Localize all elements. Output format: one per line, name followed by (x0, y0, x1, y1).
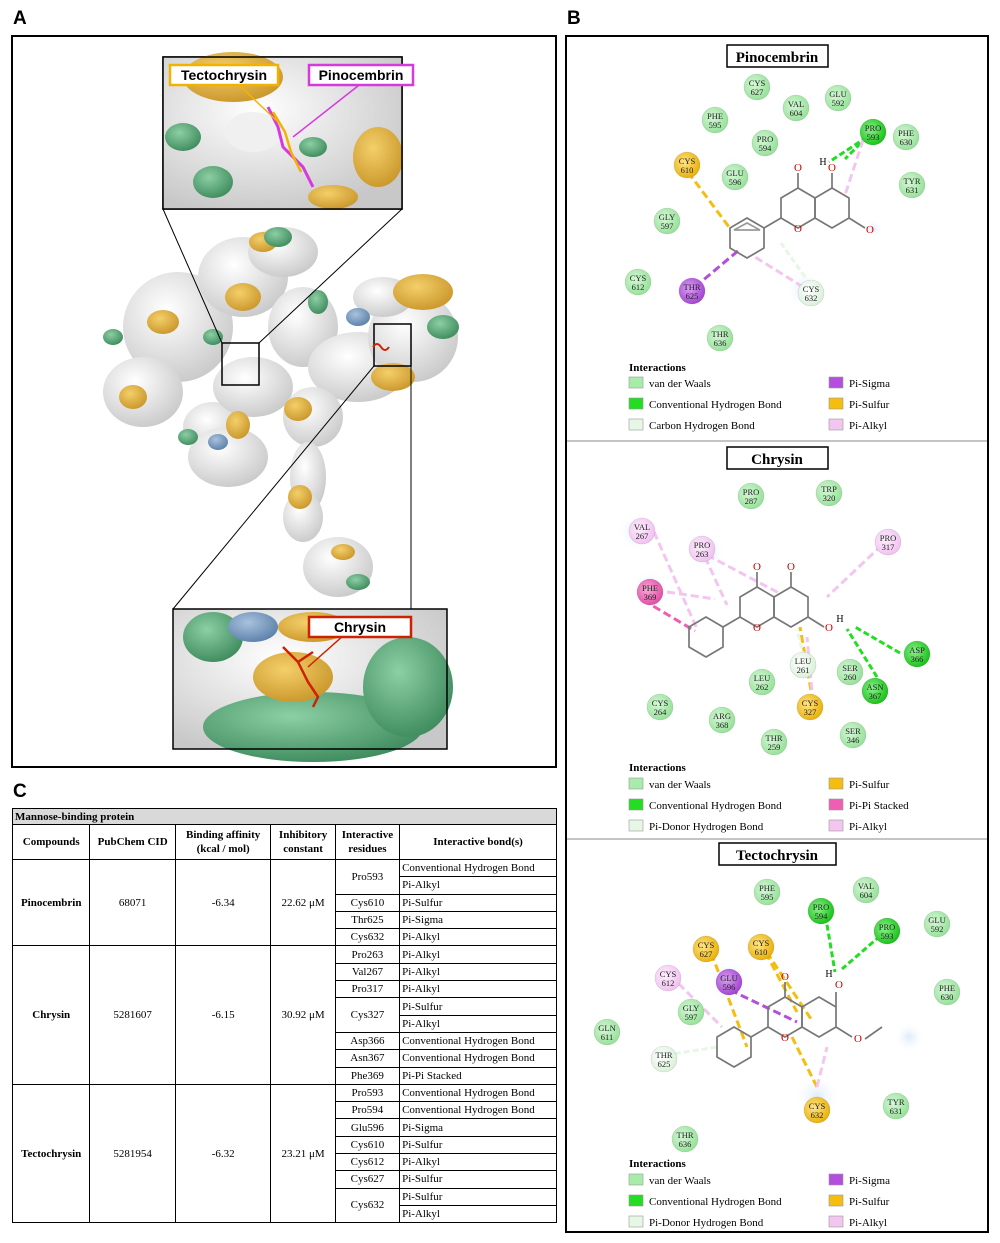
residue-number: 346 (846, 735, 860, 745)
residue-name: THR (683, 282, 701, 292)
residue-val-267 (629, 518, 655, 544)
residue-number: 263 (695, 549, 709, 559)
residue-number: 612 (661, 978, 675, 988)
cell-bond: Conventional Hydrogen Bond (400, 1050, 557, 1067)
cell-residue: Cys632 (335, 1188, 399, 1223)
legend-swatch (829, 799, 843, 810)
residue-number: 632 (810, 1110, 824, 1120)
chrysin-legend (629, 778, 909, 833)
residue-number: 369 (643, 592, 657, 602)
residue-number: 625 (685, 291, 699, 301)
residue-name: PHE (758, 883, 776, 893)
residue-number: 596 (722, 982, 736, 992)
residue-asp-366 (904, 641, 930, 667)
residue-number: 367 (868, 691, 882, 701)
legend-label: Pi-Sigma (849, 378, 890, 390)
cell-bond: Pi-Alkyl (400, 946, 557, 963)
residue-number: 632 (804, 293, 818, 303)
panel-a-protein-surface (11, 35, 557, 768)
residue-name: CYS (651, 698, 669, 708)
residue-name: PRO (879, 533, 897, 543)
cell-bond: Conventional Hydrogen Bond (400, 1102, 557, 1119)
residue-number: 287 (744, 496, 758, 506)
residue-pro-263 (689, 536, 715, 562)
legend-swatch (829, 398, 843, 409)
cell-residue: Val267 (335, 963, 399, 980)
residue-ser-346 (840, 722, 866, 748)
residue-number: 595 (708, 120, 722, 130)
legend-label: Pi-Sigma (849, 1175, 890, 1187)
residue-glu-592 (924, 911, 950, 937)
residue-name: TYR (903, 176, 921, 186)
residue-cys-627 (693, 936, 719, 962)
callout-chrysin: Chrysin (333, 619, 387, 635)
legend-swatch (629, 1195, 643, 1206)
residue-name: PHE (897, 128, 915, 138)
residue-number: 604 (789, 108, 803, 118)
residue-cys-627 (744, 74, 770, 100)
legend-swatch (829, 778, 843, 789)
residue-name: CYS (659, 969, 677, 979)
cell-residue: Pro263 (335, 946, 399, 963)
residue-name: SER (842, 663, 858, 673)
residue-name: GLU (726, 168, 744, 178)
residue-number: 595 (760, 892, 774, 902)
residue-gly-597 (678, 999, 704, 1025)
cell-residue: Pro317 (335, 981, 399, 998)
residue-name: THR (676, 1130, 694, 1140)
legend-swatch (629, 799, 643, 810)
svg-text:O: O (787, 561, 795, 573)
legend-swatch (629, 778, 643, 789)
legend-title: Interactions (629, 362, 686, 374)
residue-number: 259 (767, 742, 781, 752)
legend-label: Conventional Hydrogen Bond (649, 800, 782, 812)
residue-phe-630 (893, 124, 919, 150)
pinocembrin-title: Pinocembrin (735, 50, 819, 66)
residue-name: TRP (821, 484, 837, 494)
legend-label: van der Waals (649, 1175, 711, 1187)
cell-compound: Tectochrysin (13, 1084, 90, 1222)
legend-swatch (829, 1195, 843, 1206)
residue-asn-367 (862, 678, 888, 704)
svg-text:O: O (854, 1033, 862, 1045)
residue-name: ASN (866, 682, 884, 692)
chrysin-diagram (617, 447, 930, 833)
residue-val-604 (853, 877, 879, 903)
cell-compound: Pinocembrin (13, 860, 90, 946)
cell-residue: Pro593 (335, 1084, 399, 1101)
pinocembrin-legend (629, 377, 890, 432)
residue-val-604 (783, 95, 809, 121)
residue-number: 317 (881, 542, 895, 552)
legend-label: Pi-Sulfur (849, 399, 890, 411)
cell-cid: 5281607 (90, 946, 175, 1084)
residue-name: THR (655, 1050, 673, 1060)
residue-number: 631 (905, 185, 919, 195)
residue-phe-369 (637, 579, 663, 605)
legend-swatch (829, 419, 843, 430)
residue-thr-259 (761, 729, 787, 755)
cell-bond: Pi-Sulfur (400, 1171, 557, 1188)
residue-pro-594 (808, 898, 834, 924)
legend-swatch (829, 377, 843, 388)
residue-name: THR (765, 733, 783, 743)
chrysin-residues (629, 480, 930, 755)
cell-residue: Phe369 (335, 1067, 399, 1084)
svg-text:O: O (825, 622, 833, 634)
legend-label: Pi-Sulfur (849, 1196, 890, 1208)
svg-text:O: O (753, 561, 761, 573)
residue-number: 592 (930, 924, 944, 934)
legend-swatch (629, 1216, 643, 1227)
cell-affinity: -6.34 (175, 860, 271, 946)
residue-pro-593 (860, 119, 886, 145)
residue-number: 594 (758, 143, 772, 153)
residue-number: 631 (889, 1106, 903, 1116)
residue-name: GLY (658, 212, 676, 222)
protein-surface (103, 227, 459, 597)
residue-number: 627 (699, 949, 713, 959)
residue-pro-594 (752, 130, 778, 156)
legend-label: Pi-Donor Hydrogen Bond (649, 1217, 764, 1229)
header-cell: Binding affinity (kcal / mol) (175, 825, 271, 860)
cell-bond: Pi-Alkyl (400, 963, 557, 980)
residue-name: PHE (938, 983, 956, 993)
legend-swatch (629, 398, 643, 409)
residue-number: 636 (713, 338, 727, 348)
cell-residue: Asp366 (335, 1032, 399, 1049)
legend-swatch (629, 377, 643, 388)
legend-label: Pi-Alkyl (849, 821, 887, 833)
cell-bond: Pi-Sulfur (400, 1136, 557, 1153)
residue-arg-368 (709, 707, 735, 733)
svg-text:O: O (794, 162, 802, 174)
residue-pro-317 (875, 529, 901, 555)
residue-number: 593 (866, 132, 880, 142)
svg-text:O: O (828, 162, 836, 174)
residue-name: CYS (752, 938, 770, 948)
residue-name: GLU (720, 973, 738, 983)
legend-label: Pi-Donor Hydrogen Bond (649, 821, 764, 833)
residue-name: ARG (713, 711, 731, 721)
residue-number: 625 (657, 1059, 671, 1069)
header-cell: Compounds (13, 825, 90, 860)
cell-compound: Chrysin (13, 946, 90, 1084)
residue-name: CYS (629, 273, 647, 283)
svg-text:O: O (835, 979, 843, 991)
cell-residue: Glu596 (335, 1119, 399, 1136)
residue-cys-632 (798, 280, 824, 306)
cell-bond: Pi-Sulfur (400, 1188, 557, 1205)
tectochrysin-residues (594, 877, 960, 1152)
residue-cys-612 (625, 269, 651, 295)
cell-residue: Cys627 (335, 1171, 399, 1188)
legend-swatch (629, 419, 643, 430)
svg-text:O: O (794, 223, 802, 235)
tectochrysin-title: Tectochrysin (736, 848, 818, 864)
svg-text:H: H (836, 614, 844, 625)
cell-residue: Cys610 (335, 1136, 399, 1153)
svg-text:O: O (781, 1032, 789, 1044)
residue-pro-593 (874, 918, 900, 944)
cell-bond: Pi-Alkyl (400, 929, 557, 946)
residue-name: CYS (802, 284, 820, 294)
residue-name: PRO (742, 487, 760, 497)
residue-number: 368 (715, 720, 729, 730)
chrysin-title: Chrysin (751, 452, 803, 468)
residue-number: 327 (803, 707, 817, 717)
cell-ki: 22.62 μM (271, 860, 335, 946)
cell-bond: Pi-Sulfur (400, 894, 557, 911)
svg-text:O: O (866, 224, 874, 236)
residue-gly-597 (654, 208, 680, 234)
residue-number: 612 (631, 282, 645, 292)
residue-thr-636 (707, 325, 733, 351)
cell-bond: Pi-Pi Stacked (400, 1067, 557, 1084)
residue-cys-610 (748, 934, 774, 960)
residue-number: 320 (822, 493, 836, 503)
cell-bond: Pi-Sigma (400, 911, 557, 928)
cell-cid: 68071 (90, 860, 175, 946)
residue-number: 260 (843, 672, 857, 682)
residue-pro-287 (738, 483, 764, 509)
legend-swatch (829, 1216, 843, 1227)
cell-bond: Pi-Alkyl (400, 1015, 557, 1032)
cell-residue: Thr625 (335, 911, 399, 928)
residue-number: 630 (940, 992, 954, 1002)
table-body (13, 860, 557, 1223)
residue-glu-596 (716, 969, 742, 995)
protein-surface-figure (13, 37, 555, 766)
cell-ki: 23.21 μM (271, 1084, 335, 1222)
residue-name: GLY (682, 1003, 700, 1013)
cell-bond: Conventional Hydrogen Bond (400, 860, 557, 877)
cell-residue: Asn367 (335, 1050, 399, 1067)
residue-tyr-631 (899, 172, 925, 198)
residue-phe-595 (702, 107, 728, 133)
cell-bond: Pi-Alkyl (400, 1154, 557, 1171)
legend-label: Pi-Sulfur (849, 779, 890, 791)
residue-number: 630 (899, 137, 913, 147)
cell-residue: Cys612 (335, 1154, 399, 1171)
residue-name: GLU (829, 89, 847, 99)
residue-glu-596 (722, 164, 748, 190)
residue-name: PRO (756, 134, 774, 144)
callout-tectochrysin: Tectochrysin (180, 67, 268, 83)
residue-cys-327 (797, 694, 823, 720)
residue-cys-632 (804, 1097, 830, 1123)
cell-ki: 30.92 μM (271, 946, 335, 1084)
residue-name: GLN (598, 1023, 616, 1033)
residue-name: LEU (753, 673, 771, 683)
residue-name: TYR (887, 1097, 905, 1107)
residue-name: THR (711, 329, 729, 339)
callout-pinocembrin: Pinocembrin (318, 67, 404, 83)
residue-number: 596 (728, 177, 742, 187)
panel-label-a: A (13, 8, 27, 29)
table-row (13, 860, 557, 877)
residue-name: VAL (787, 99, 805, 109)
residue-name: CYS (808, 1101, 826, 1111)
panel-label-b: B (567, 8, 581, 29)
table-row (13, 1084, 557, 1101)
legend-swatch (629, 1174, 643, 1185)
residue-tyr-631 (883, 1093, 909, 1119)
cell-cid: 5281954 (90, 1084, 175, 1222)
legend-label: van der Waals (649, 779, 711, 791)
cell-affinity: -6.15 (175, 946, 271, 1084)
panel-b-interaction-diagrams (565, 35, 989, 1233)
cell-bond: Conventional Hydrogen Bond (400, 1084, 557, 1101)
residue-leu-262 (749, 669, 775, 695)
residue-name: VAL (633, 522, 651, 532)
cell-residue: Cys632 (335, 929, 399, 946)
residue-number: 610 (680, 165, 694, 175)
residue-number: 597 (660, 221, 674, 231)
residue-thr-625 (679, 278, 705, 304)
svg-text:H: H (819, 157, 827, 168)
residue-name: CYS (678, 156, 696, 166)
residue-name: VAL (857, 881, 875, 891)
residue-number: 592 (831, 98, 845, 108)
cell-residue: Cys610 (335, 894, 399, 911)
residue-name: PRO (864, 123, 882, 133)
residue-name: PHE (641, 583, 659, 593)
residue-name: PRO (693, 540, 711, 550)
residue-name: LEU (794, 656, 812, 666)
residue-number: 593 (880, 931, 894, 941)
legend-swatch (829, 1174, 843, 1185)
residue-number: 594 (814, 911, 828, 921)
residue-name: PRO (812, 902, 830, 912)
legend-label: Pi-Pi Stacked (849, 800, 909, 812)
residue-number: 610 (754, 947, 768, 957)
binding-table (12, 808, 557, 1223)
tectochrysin-diagram (594, 843, 960, 1229)
residue-name: CYS (748, 78, 766, 88)
table-row (13, 946, 557, 963)
residue-trp-320 (816, 480, 842, 506)
legend-label: Pi-Alkyl (849, 420, 887, 432)
residue-phe-630 (934, 979, 960, 1005)
cell-residue: Pro593 (335, 860, 399, 895)
cell-affinity: -6.32 (175, 1084, 271, 1222)
svg-text:O: O (753, 622, 761, 634)
residue-name: GLU (928, 915, 946, 925)
residue-cys-264 (647, 694, 673, 720)
residue-leu-261 (790, 652, 816, 678)
tectochrysin-legend (629, 1174, 890, 1229)
residue-number: 627 (750, 87, 764, 97)
cell-bond: Pi-Sigma (400, 1119, 557, 1136)
residue-number: 366 (910, 654, 924, 664)
residue-name: SER (845, 726, 861, 736)
legend-swatch (829, 820, 843, 831)
legend-title: Interactions (629, 1158, 686, 1170)
pinocembrin-residues (625, 74, 925, 351)
legend-label: Pi-Alkyl (849, 1217, 887, 1229)
residue-phe-595 (754, 879, 780, 905)
header-cell: PubChem CID (90, 825, 175, 860)
residue-number: 261 (796, 665, 810, 675)
panel-label-c: C (13, 781, 27, 802)
residue-thr-625 (651, 1046, 677, 1072)
table-title: Mannose-binding protein (13, 809, 557, 825)
residue-number: 267 (635, 531, 649, 541)
residue-number: 264 (653, 707, 667, 717)
cell-residue: Pro594 (335, 1102, 399, 1119)
cell-bond: Pi-Sulfur (400, 998, 557, 1015)
legend-label: Conventional Hydrogen Bond (649, 399, 782, 411)
interaction-diagrams (567, 37, 987, 1231)
residue-number: 636 (678, 1139, 692, 1149)
residue-cys-610 (674, 152, 700, 178)
cell-bond: Pi-Alkyl (400, 981, 557, 998)
residue-cys-612 (655, 965, 681, 991)
residue-number: 262 (755, 682, 769, 692)
cell-bond: Conventional Hydrogen Bond (400, 1032, 557, 1049)
svg-text:H: H (825, 969, 833, 980)
legend-label: Carbon Hydrogen Bond (649, 420, 755, 432)
residue-number: 604 (859, 890, 873, 900)
header-cell: Inhibitory constant (271, 825, 335, 860)
residue-number: 611 (600, 1032, 614, 1042)
residue-name: ASP (909, 645, 925, 655)
header-cell: Interactive bond(s) (400, 825, 557, 860)
cell-bond: Pi-Alkyl (400, 877, 557, 894)
residue-ser-260 (837, 659, 863, 685)
legend-title: Interactions (629, 762, 686, 774)
cell-bond: Pi-Alkyl (400, 1205, 557, 1222)
legend-label: van der Waals (649, 378, 711, 390)
residue-name: PRO (878, 922, 896, 932)
table-header (13, 825, 557, 860)
residue-thr-636 (672, 1126, 698, 1152)
header-cell: Interactive residues (335, 825, 399, 860)
residue-gln-611 (594, 1019, 620, 1045)
residue-glu-592 (825, 85, 851, 111)
residue-name: CYS (697, 940, 715, 950)
svg-text:O: O (781, 971, 789, 983)
legend-swatch (629, 820, 643, 831)
pinocembrin-diagram (625, 45, 925, 432)
cell-residue: Cys327 (335, 998, 399, 1033)
residue-number: 597 (684, 1012, 698, 1022)
legend-label: Conventional Hydrogen Bond (649, 1196, 782, 1208)
residue-name: PHE (706, 111, 724, 121)
residue-name: CYS (801, 698, 819, 708)
